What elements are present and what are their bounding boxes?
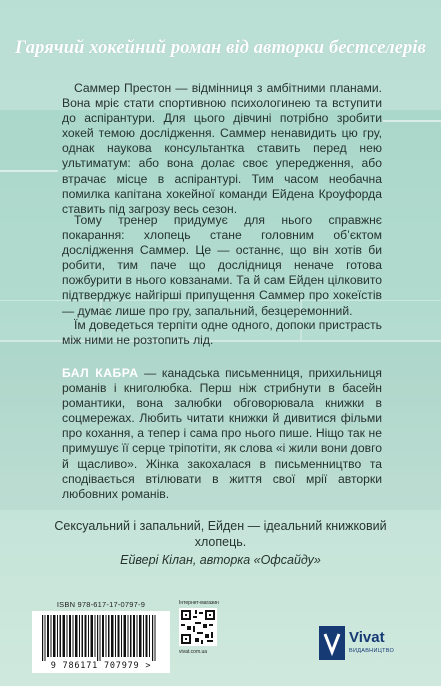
description-paragraph-1 xyxy=(62,81,382,217)
qr-block xyxy=(179,600,223,655)
isbn-block xyxy=(32,600,170,673)
publisher-name: Vivat xyxy=(349,629,385,646)
barcode xyxy=(32,611,170,673)
description-paragraph-2 xyxy=(62,213,382,319)
qr-code xyxy=(179,608,217,646)
author-bio-text: — канадська письменниця, прихильниця романів і книголюбка. Перш ніж стрибнути в басейн романтики, вона залюбки обговорювала книжки в соцмережах. Любить читати книжки й дивитися фільми про кохання, а тепер і сама про нього пише. Ніщо так не примушує її серце тріпотіти, як слова «і жили вони довго й щасливо». Жінка закохалася в письменництво та сподівається втілювати в життя свої мрії авторки любовних романів. xyxy=(62,366,382,501)
description-text: Тому тренер придумує для нього справжнє покарання: хлопець стане головним об’єктом дослідження Саммер. Це — останнє, що він хотів би робити, тим паче що дослідниця неначе готова пожбурити в нього ковзанами. Та й сам Ейден цілковито підтверджує найгірші припущення Саммер про хокеїстів — думає лише про гру, запальний, безцеремонний. xyxy=(62,213,382,318)
publisher-subtitle: ВИДАВНИЦТВО xyxy=(349,648,395,654)
qr-code-icon xyxy=(179,608,217,646)
description-text: Їм доведеться терпіти одне одного, допоки пристрасть між ними не розтопить лід. xyxy=(62,318,382,348)
qr-url: vivat.com.ua xyxy=(179,649,208,655)
review-attribution: Ейвері Кілан, авторка «Офсайду» xyxy=(120,553,321,567)
background-line xyxy=(0,170,58,172)
tagline: Гарячий хокейний роман від авторки бестселерів xyxy=(14,38,426,58)
vivat-logo-icon xyxy=(319,626,345,660)
isbn-number: ISBN 978-617-17-0797-9 xyxy=(56,600,146,609)
review-quote: Сексуальний і запальний, Ейден — ідеальний книжковий хлопець. xyxy=(54,519,387,549)
barcode-digits: 9 786171 707979 > xyxy=(50,661,152,671)
author-name: БАЛ КАБРА xyxy=(62,366,139,380)
background-line xyxy=(383,120,441,122)
publisher-logo xyxy=(319,626,397,660)
description-text: Саммер Престон — відмінниця з амбітними планами. Вона мріє стати спортивною психологинею та вступити до аспірантури. Для цього дівчині потрібно зробити хокей темою дослідження. Саммер ненавидить цю гру, однак наукова консультантка ставить перед нею ультиматум: або вона долає своє упередження, або втрачає місце в аспірантурі. Тим часом необачна помилка капітана хокейної команди Ейдена Кроуфорда ставить під загрозу весь сезон. xyxy=(62,81,382,216)
qr-label: Інтернет-магазин xyxy=(179,600,219,606)
description-paragraph-3 xyxy=(62,318,382,348)
barcode-bars xyxy=(32,611,170,661)
author-bio xyxy=(62,366,382,502)
